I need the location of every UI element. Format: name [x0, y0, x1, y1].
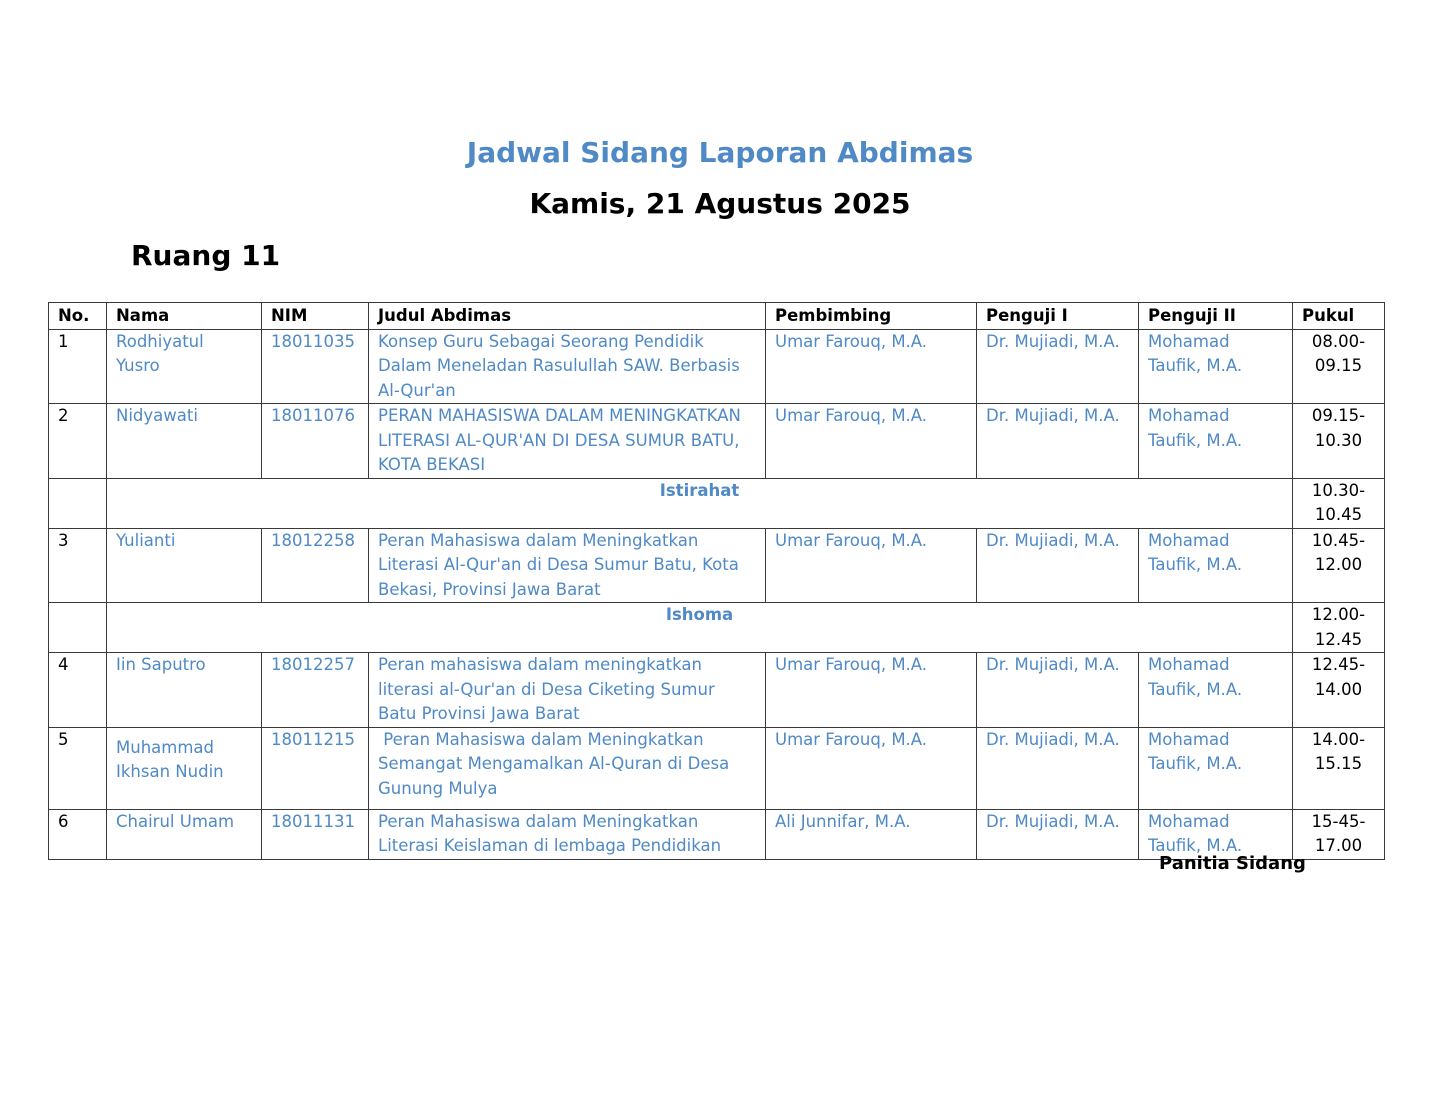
cell-no: 2	[49, 404, 107, 479]
cell-penguji-1: Dr. Mujiadi, M.A.	[977, 404, 1139, 479]
column-header-pukul: Pukul	[1293, 303, 1385, 330]
schedule-date: Kamis, 21 Agustus 2025	[529, 187, 911, 220]
cell-judul: Peran Mahasiswa dalam Meningkatkan Literasi Al-Qur'an di Desa Sumur Batu, Kota Bekasi, Provinsi Jawa Barat	[369, 528, 766, 603]
cell-penguji-2: Mohamad Taufik, M.A.	[1139, 329, 1293, 404]
cell-nama: Rodhiyatul Yusro	[107, 329, 262, 404]
cell-pembimbing: Ali Junnifar, M.A.	[766, 809, 977, 859]
cell-no	[49, 603, 107, 653]
cell-nim: 18011076	[262, 404, 369, 479]
break-row	[49, 603, 1385, 653]
cell-nama: Nidyawati	[107, 404, 262, 479]
cell-pukul: 12.00-12.45	[1293, 603, 1385, 653]
break-row	[49, 478, 1385, 528]
cell-penguji-1: Dr. Mujiadi, M.A.	[977, 528, 1139, 603]
cell-pukul: 15-45-17.00	[1293, 809, 1385, 859]
column-header-penguji-1: Penguji I	[977, 303, 1139, 330]
cell-nama: Yulianti	[107, 528, 262, 603]
cell-judul: Konsep Guru Sebagai Seorang Pendidik Dalam Meneladan Rasulullah SAW. Berbasis Al-Qur'an	[369, 329, 766, 404]
cell-pembimbing: Umar Farouq, M.A.	[766, 404, 977, 479]
page-title: Jadwal Sidang Laporan Abdimas	[466, 136, 974, 169]
cell-penguji-1: Dr. Mujiadi, M.A.	[977, 727, 1139, 809]
table-row	[49, 404, 1385, 479]
cell-penguji-1: Dr. Mujiadi, M.A.	[977, 809, 1139, 859]
cell-penguji-1: Dr. Mujiadi, M.A.	[977, 329, 1139, 404]
cell-judul: Peran Mahasiswa dalam Meningkatkan Literasi Keislaman di lembaga Pendidikan	[369, 809, 766, 859]
table-row	[49, 653, 1385, 728]
cell-nama: Iin Saputro	[107, 653, 262, 728]
cell-pukul: 09.15-10.30	[1293, 404, 1385, 479]
cell-nim: 18012258	[262, 528, 369, 603]
room-label: Ruang 11	[131, 239, 281, 272]
cell-nama: Chairul Umam	[107, 809, 262, 859]
column-header-penguji-2: Penguji II	[1139, 303, 1293, 330]
break-label: Ishoma	[107, 603, 1293, 653]
cell-judul: Peran mahasiswa dalam meningkatkan literasi al-Qur'an di Desa Ciketing Sumur Batu Provinsi Jawa Barat	[369, 653, 766, 728]
cell-penguji-2: Mohamad Taufik, M.A.	[1139, 727, 1293, 809]
cell-nama: Muhammad Ikhsan Nudin	[107, 727, 262, 809]
column-header-pembimbing: Pembimbing	[766, 303, 977, 330]
cell-penguji-2: Mohamad Taufik, M.A.	[1139, 404, 1293, 479]
cell-nim: 18011131	[262, 809, 369, 859]
column-header-nama: Nama	[107, 303, 262, 330]
cell-pembimbing: Umar Farouq, M.A.	[766, 727, 977, 809]
cell-penguji-2: Mohamad Taufik, M.A.	[1139, 653, 1293, 728]
cell-pukul: 10.30-10.45	[1293, 478, 1385, 528]
cell-judul: PERAN MAHASISWA DALAM MENINGKATKAN LITERASI AL-QUR'AN DI DESA SUMUR BATU, KOTA BEKASI	[369, 404, 766, 479]
table-row	[49, 528, 1385, 603]
table-row	[49, 727, 1385, 809]
cell-no	[49, 478, 107, 528]
table-row	[49, 329, 1385, 404]
cell-penguji-2: Mohamad Taufik, M.A.	[1139, 528, 1293, 603]
break-label: Istirahat	[107, 478, 1293, 528]
committee-signature: Panitia Sidang	[1159, 853, 1306, 874]
cell-no: 1	[49, 329, 107, 404]
cell-pembimbing: Umar Farouq, M.A.	[766, 653, 977, 728]
cell-penguji-2: Mohamad Taufik, M.A.	[1139, 809, 1293, 859]
cell-no: 4	[49, 653, 107, 728]
cell-no: 6	[49, 809, 107, 859]
table-header-row	[49, 303, 1385, 330]
cell-nim: 18011215	[262, 727, 369, 809]
column-header-nim: NIM	[262, 303, 369, 330]
column-header-judul: Judul Abdimas	[369, 303, 766, 330]
cell-nim: 18011035	[262, 329, 369, 404]
cell-pukul: 12.45-14.00	[1293, 653, 1385, 728]
cell-penguji-1: Dr. Mujiadi, M.A.	[977, 653, 1139, 728]
schedule-table	[48, 302, 1385, 860]
cell-pukul: 14.00-15.15	[1293, 727, 1385, 809]
column-header-no: No.	[49, 303, 107, 330]
cell-nim: 18012257	[262, 653, 369, 728]
cell-pukul: 08.00-09.15	[1293, 329, 1385, 404]
cell-no: 5	[49, 727, 107, 809]
cell-pembimbing: Umar Farouq, M.A.	[766, 329, 977, 404]
cell-judul: Peran Mahasiswa dalam Meningkatkan Semangat Mengamalkan Al-Quran di Desa Gunung Mulya	[369, 727, 766, 809]
cell-pembimbing: Umar Farouq, M.A.	[766, 528, 977, 603]
cell-no: 3	[49, 528, 107, 603]
cell-pukul: 10.45-12.00	[1293, 528, 1385, 603]
